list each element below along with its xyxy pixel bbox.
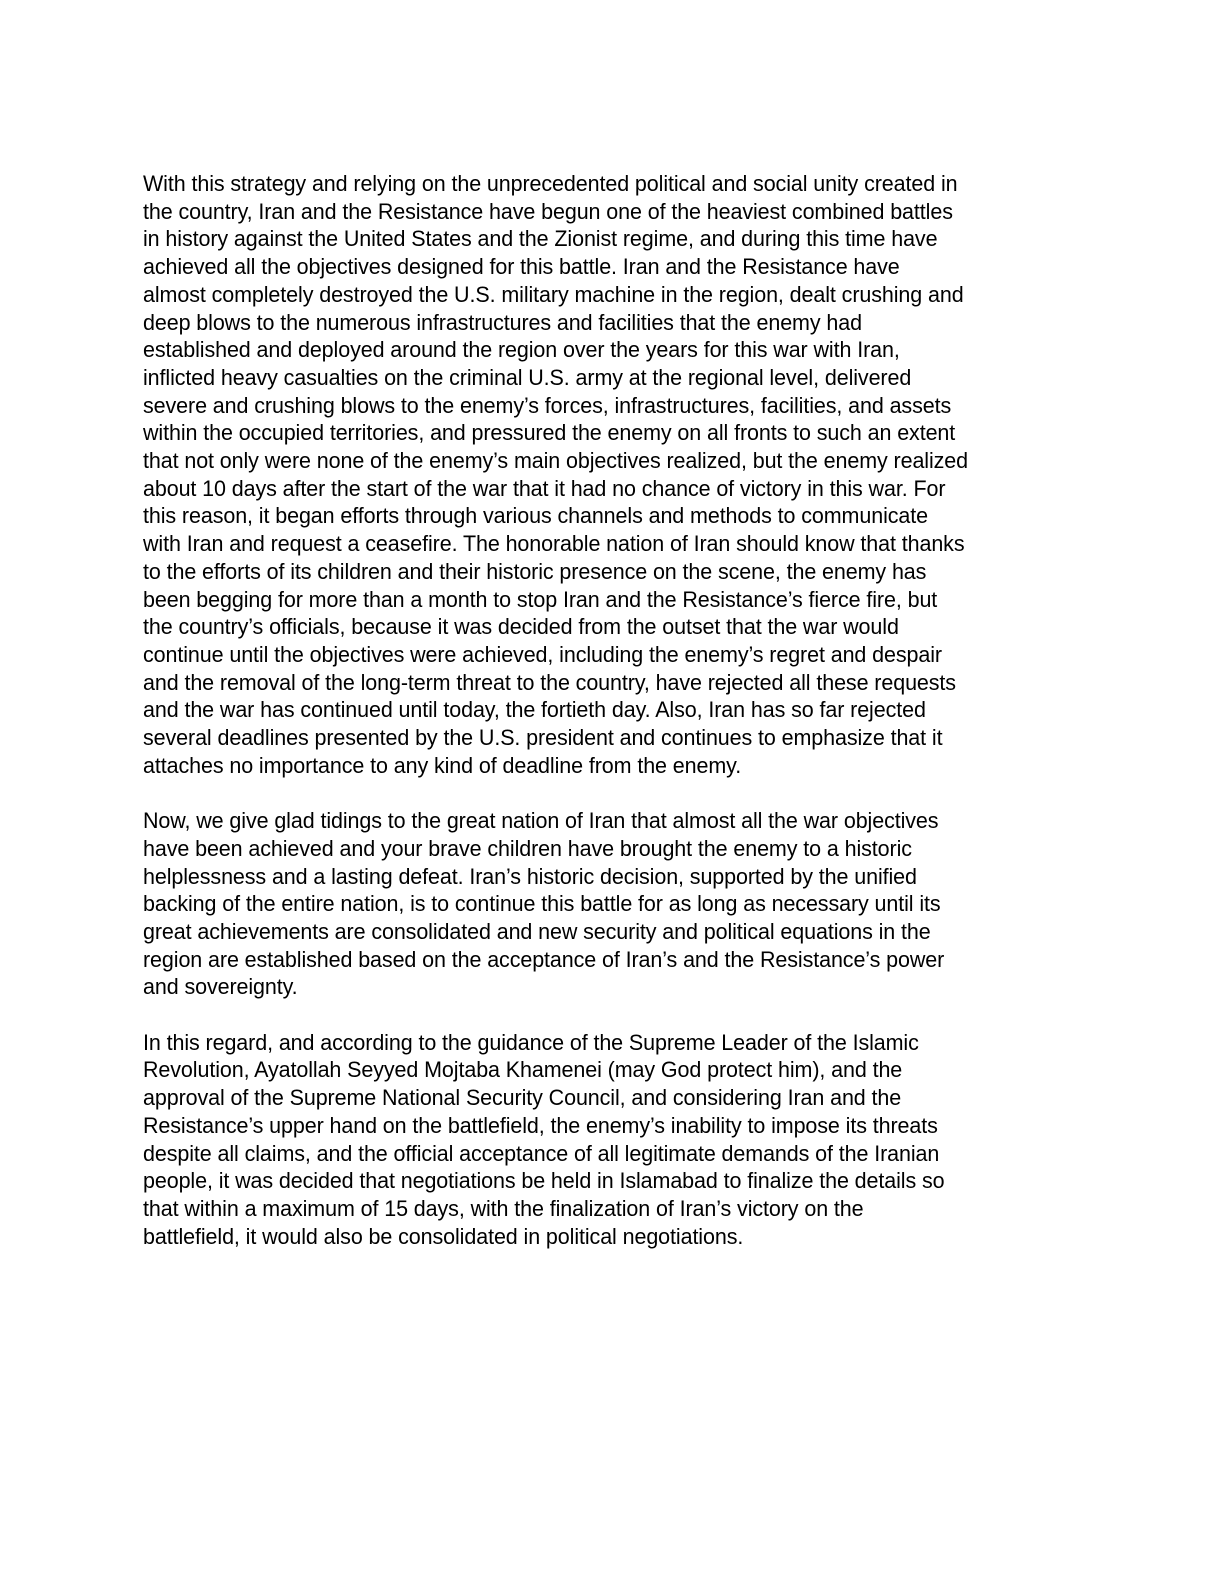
- text-line: and the war has continued until today, the fortieth day. Also, Iran has so far rejected: [143, 697, 926, 723]
- text-line: deep blows to the numerous infrastructures and facilities that the enemy had: [143, 309, 862, 335]
- text-line: that within a maximum of 15 days, with the finalization of Iran’s victory on the: [143, 1195, 864, 1221]
- paragraph-glad-tidings: [143, 807, 1083, 1001]
- paragraph-negotiations: [143, 1029, 1083, 1251]
- text-line: battlefield, it would also be consolidated in political negotiations.: [143, 1223, 744, 1249]
- text-line: people, it was decided that negotiations be held in Islamabad to finalize the details so: [143, 1168, 945, 1194]
- text-line: approval of the Supreme National Security Council, and considering Iran and the: [143, 1085, 902, 1111]
- text-line: inflicted heavy casualties on the criminal U.S. army at the regional level, delivered: [143, 364, 912, 390]
- text-line: attaches no importance to any kind of deadline from the enemy.: [143, 752, 742, 778]
- text-line: almost completely destroyed the U.S. military machine in the region, dealt crushing and: [143, 281, 964, 307]
- document-body: [143, 170, 1083, 1278]
- text-line: have been achieved and your brave children have brought the enemy to a historic: [143, 835, 912, 861]
- text-line: and the removal of the long-term threat to the country, have rejected all these requests: [143, 669, 956, 695]
- paragraph-strategy: [143, 170, 1083, 779]
- text-line: with Iran and request a ceasefire. The honorable nation of Iran should know that thanks: [143, 531, 965, 557]
- text-line: Revolution, Ayatollah Seyyed Mojtaba Khamenei (may God protect him), and the: [143, 1057, 903, 1083]
- text-line: backing of the entire nation, is to continue this battle for as long as necessary until its: [143, 891, 941, 917]
- text-line: region are established based on the acceptance of Iran’s and the Resistance’s power: [143, 946, 945, 972]
- text-line: achieved all the objectives designed for this battle. Iran and the Resistance have: [143, 254, 900, 280]
- text-line: continue until the objectives were achieved, including the enemy’s regret and despair: [143, 641, 942, 667]
- text-line: that not only were none of the enemy’s main objectives realized, but the enemy realized: [143, 448, 969, 474]
- text-line: this reason, it began efforts through various channels and methods to communicate: [143, 503, 928, 529]
- text-line: the country, Iran and the Resistance have begun one of the heaviest combined battles: [143, 198, 953, 224]
- text-line: severe and crushing blows to the enemy’s forces, infrastructures, facilities, and assets: [143, 392, 952, 418]
- text-line: With this strategy and relying on the unprecedented political and social unity created in: [143, 171, 958, 196]
- text-line: several deadlines presented by the U.S. president and continues to emphasize that it: [143, 725, 943, 751]
- text-line: Now, we give glad tidings to the great nation of Iran that almost all the war objectives: [143, 808, 939, 834]
- text-line: great achievements are consolidated and new security and political equations in the: [143, 918, 931, 944]
- text-line: within the occupied territories, and pressured the enemy on all fronts to such an extent: [143, 420, 956, 446]
- text-line: established and deployed around the region over the years for this war with Iran,: [143, 337, 900, 363]
- text-line: despite all claims, and the official acceptance of all legitimate demands of the Iranian: [143, 1140, 940, 1166]
- text-line: in history against the United States and the Zionist regime, and during this time have: [143, 226, 938, 252]
- text-line: and sovereignty.: [143, 974, 298, 1000]
- text-line: In this regard, and according to the guidance of the Supreme Leader of the Islamic: [143, 1029, 919, 1055]
- text-line: to the efforts of its children and their historic presence on the scene, the enemy has: [143, 558, 927, 584]
- text-line: the country’s officials, because it was decided from the outset that the war would: [143, 614, 899, 640]
- text-line: been begging for more than a month to stop Iran and the Resistance’s fierce fire, but: [143, 586, 938, 612]
- text-line: Resistance’s upper hand on the battlefield, the enemy’s inability to impose its threats: [143, 1112, 938, 1138]
- text-line: about 10 days after the start of the war that it had no chance of victory in this war. For: [143, 475, 946, 501]
- text-line: helplessness and a lasting defeat. Iran’s historic decision, supported by the unified: [143, 863, 917, 889]
